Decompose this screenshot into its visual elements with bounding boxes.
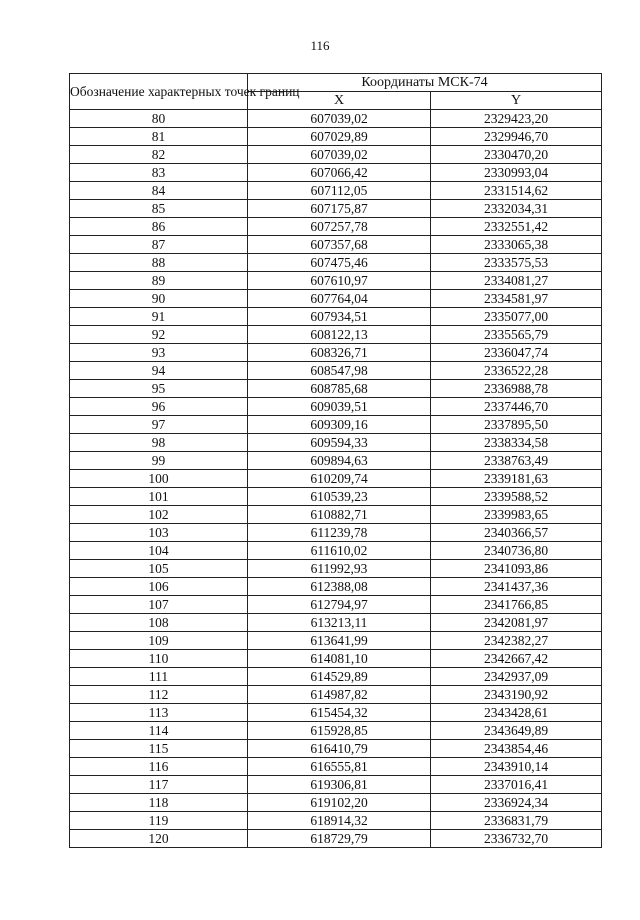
y-coordinate-cell: 2339181,63 [431,470,602,488]
y-coordinate-cell: 2343428,61 [431,704,602,722]
x-coordinate-cell: 615928,85 [248,722,431,740]
point-number-cell: 108 [70,614,248,632]
point-number-cell: 103 [70,524,248,542]
point-number-cell: 98 [70,434,248,452]
x-coordinate-cell: 611992,93 [248,560,431,578]
page-number: 116 [310,38,330,53]
header-x: X [248,92,431,110]
point-number-cell: 92 [70,326,248,344]
x-coordinate-cell: 608122,13 [248,326,431,344]
point-number-cell: 119 [70,812,248,830]
y-coordinate-cell: 2337895,50 [431,416,602,434]
point-number-cell: 113 [70,704,248,722]
point-number-cell: 90 [70,290,248,308]
y-coordinate-cell: 2343649,89 [431,722,602,740]
y-coordinate-cell: 2330470,20 [431,146,602,164]
x-coordinate-cell: 608785,68 [248,380,431,398]
x-coordinate-cell: 607475,46 [248,254,431,272]
x-coordinate-cell: 607039,02 [248,110,431,128]
table-row [70,722,602,740]
y-coordinate-cell: 2343910,14 [431,758,602,776]
point-number-cell: 93 [70,344,248,362]
point-number-cell: 97 [70,416,248,434]
y-coordinate-cell: 2336732,70 [431,830,602,848]
table-row [70,452,602,470]
table-row [70,632,602,650]
table-row [70,326,602,344]
header-y: Y [431,92,602,110]
table-row [70,380,602,398]
point-number-cell: 115 [70,740,248,758]
x-coordinate-cell: 607934,51 [248,308,431,326]
y-coordinate-cell: 2333575,53 [431,254,602,272]
point-number-cell: 88 [70,254,248,272]
x-coordinate-cell: 609309,16 [248,416,431,434]
table-row [70,596,602,614]
point-number-cell: 80 [70,110,248,128]
x-coordinate-cell: 613641,99 [248,632,431,650]
table-row [70,200,602,218]
y-coordinate-cell: 2336522,28 [431,362,602,380]
point-number-cell: 109 [70,632,248,650]
point-number-cell: 106 [70,578,248,596]
table-row [70,110,602,128]
x-coordinate-cell: 611610,02 [248,542,431,560]
y-coordinate-cell: 2341766,85 [431,596,602,614]
x-coordinate-cell: 607610,97 [248,272,431,290]
point-number-cell: 117 [70,776,248,794]
y-coordinate-cell: 2329423,20 [431,110,602,128]
y-coordinate-cell: 2331514,62 [431,182,602,200]
point-number-cell: 99 [70,452,248,470]
point-number-cell: 96 [70,398,248,416]
y-coordinate-cell: 2336831,79 [431,812,602,830]
table-row [70,812,602,830]
point-number-cell: 86 [70,218,248,236]
x-coordinate-cell: 616555,81 [248,758,431,776]
table-row [70,416,602,434]
table-row [70,488,602,506]
point-number-cell: 114 [70,722,248,740]
table-row [70,524,602,542]
table-row [70,740,602,758]
x-coordinate-cell: 614529,89 [248,668,431,686]
point-number-cell: 87 [70,236,248,254]
y-coordinate-cell: 2336047,74 [431,344,602,362]
point-number-cell: 100 [70,470,248,488]
table-row [70,236,602,254]
point-number-cell: 81 [70,128,248,146]
point-number-cell: 101 [70,488,248,506]
y-coordinate-cell: 2338334,58 [431,434,602,452]
y-coordinate-cell: 2336924,34 [431,794,602,812]
y-coordinate-cell: 2333065,38 [431,236,602,254]
x-coordinate-cell: 609039,51 [248,398,431,416]
y-coordinate-cell: 2339983,65 [431,506,602,524]
point-number-cell: 105 [70,560,248,578]
point-number-cell: 107 [70,596,248,614]
x-coordinate-cell: 608326,71 [248,344,431,362]
x-coordinate-cell: 612794,97 [248,596,431,614]
table-row [70,146,602,164]
table-row [70,254,602,272]
y-coordinate-cell: 2337446,70 [431,398,602,416]
point-number-cell: 84 [70,182,248,200]
point-number-cell: 91 [70,308,248,326]
x-coordinate-cell: 607112,05 [248,182,431,200]
table-row [70,614,602,632]
point-number-cell: 111 [70,668,248,686]
y-coordinate-cell: 2343854,46 [431,740,602,758]
x-coordinate-cell: 607029,89 [248,128,431,146]
point-number-cell: 120 [70,830,248,848]
x-coordinate-cell: 607039,02 [248,146,431,164]
x-coordinate-cell: 614081,10 [248,650,431,668]
header-coordinate-system: Координаты МСК-74 [248,74,602,92]
y-coordinate-cell: 2335565,79 [431,326,602,344]
x-coordinate-cell: 607066,42 [248,164,431,182]
y-coordinate-cell: 2336988,78 [431,380,602,398]
y-coordinate-cell: 2330993,04 [431,164,602,182]
x-coordinate-cell: 607764,04 [248,290,431,308]
table-row [70,650,602,668]
table-row [70,308,602,326]
table-row [70,704,602,722]
table-row [70,578,602,596]
y-coordinate-cell: 2341437,36 [431,578,602,596]
table-row [70,362,602,380]
y-coordinate-cell: 2335077,00 [431,308,602,326]
table-row [70,470,602,488]
table-row [70,668,602,686]
y-coordinate-cell: 2342937,09 [431,668,602,686]
x-coordinate-cell: 607257,78 [248,218,431,236]
x-coordinate-cell: 618914,32 [248,812,431,830]
x-coordinate-cell: 618729,79 [248,830,431,848]
point-number-cell: 102 [70,506,248,524]
x-coordinate-cell: 610882,71 [248,506,431,524]
y-coordinate-cell: 2334081,27 [431,272,602,290]
table-row [70,272,602,290]
table-row [70,290,602,308]
y-coordinate-cell: 2340366,57 [431,524,602,542]
table-row [70,758,602,776]
point-number-cell: 85 [70,200,248,218]
table-row [70,794,602,812]
x-coordinate-cell: 619306,81 [248,776,431,794]
x-coordinate-cell: 614987,82 [248,686,431,704]
x-coordinate-cell: 616410,79 [248,740,431,758]
point-number-cell: 110 [70,650,248,668]
x-coordinate-cell: 610209,74 [248,470,431,488]
point-number-cell: 94 [70,362,248,380]
table-row [70,560,602,578]
point-number-cell: 116 [70,758,248,776]
table-row [70,398,602,416]
table-row [70,830,602,848]
table-row [70,686,602,704]
x-coordinate-cell: 607357,68 [248,236,431,254]
y-coordinate-cell: 2341093,86 [431,560,602,578]
coordinates-table [69,73,602,848]
y-coordinate-cell: 2340736,80 [431,542,602,560]
y-coordinate-cell: 2343190,92 [431,686,602,704]
point-number-cell: 82 [70,146,248,164]
table-row [70,128,602,146]
y-coordinate-cell: 2337016,41 [431,776,602,794]
y-coordinate-cell: 2334581,97 [431,290,602,308]
table-row [70,434,602,452]
x-coordinate-cell: 608547,98 [248,362,431,380]
y-coordinate-cell: 2342667,42 [431,650,602,668]
table-row [70,164,602,182]
table-row [70,506,602,524]
table-row [70,542,602,560]
x-coordinate-cell: 613213,11 [248,614,431,632]
point-number-cell: 83 [70,164,248,182]
table-row [70,344,602,362]
point-number-cell: 95 [70,380,248,398]
point-number-cell: 118 [70,794,248,812]
point-number-cell: 104 [70,542,248,560]
header-points: Обозначение характерных точек границ [70,74,248,110]
table-body [70,110,602,848]
y-coordinate-cell: 2342382,27 [431,632,602,650]
x-coordinate-cell: 612388,08 [248,578,431,596]
x-coordinate-cell: 615454,32 [248,704,431,722]
point-number-cell: 89 [70,272,248,290]
x-coordinate-cell: 609894,63 [248,452,431,470]
x-coordinate-cell: 610539,23 [248,488,431,506]
table-row [70,182,602,200]
point-number-cell: 112 [70,686,248,704]
x-coordinate-cell: 609594,33 [248,434,431,452]
table-row [70,218,602,236]
y-coordinate-cell: 2332551,42 [431,218,602,236]
y-coordinate-cell: 2339588,52 [431,488,602,506]
x-coordinate-cell: 611239,78 [248,524,431,542]
y-coordinate-cell: 2338763,49 [431,452,602,470]
x-coordinate-cell: 607175,87 [248,200,431,218]
table-row [70,776,602,794]
x-coordinate-cell: 619102,20 [248,794,431,812]
y-coordinate-cell: 2342081,97 [431,614,602,632]
y-coordinate-cell: 2332034,31 [431,200,602,218]
y-coordinate-cell: 2329946,70 [431,128,602,146]
